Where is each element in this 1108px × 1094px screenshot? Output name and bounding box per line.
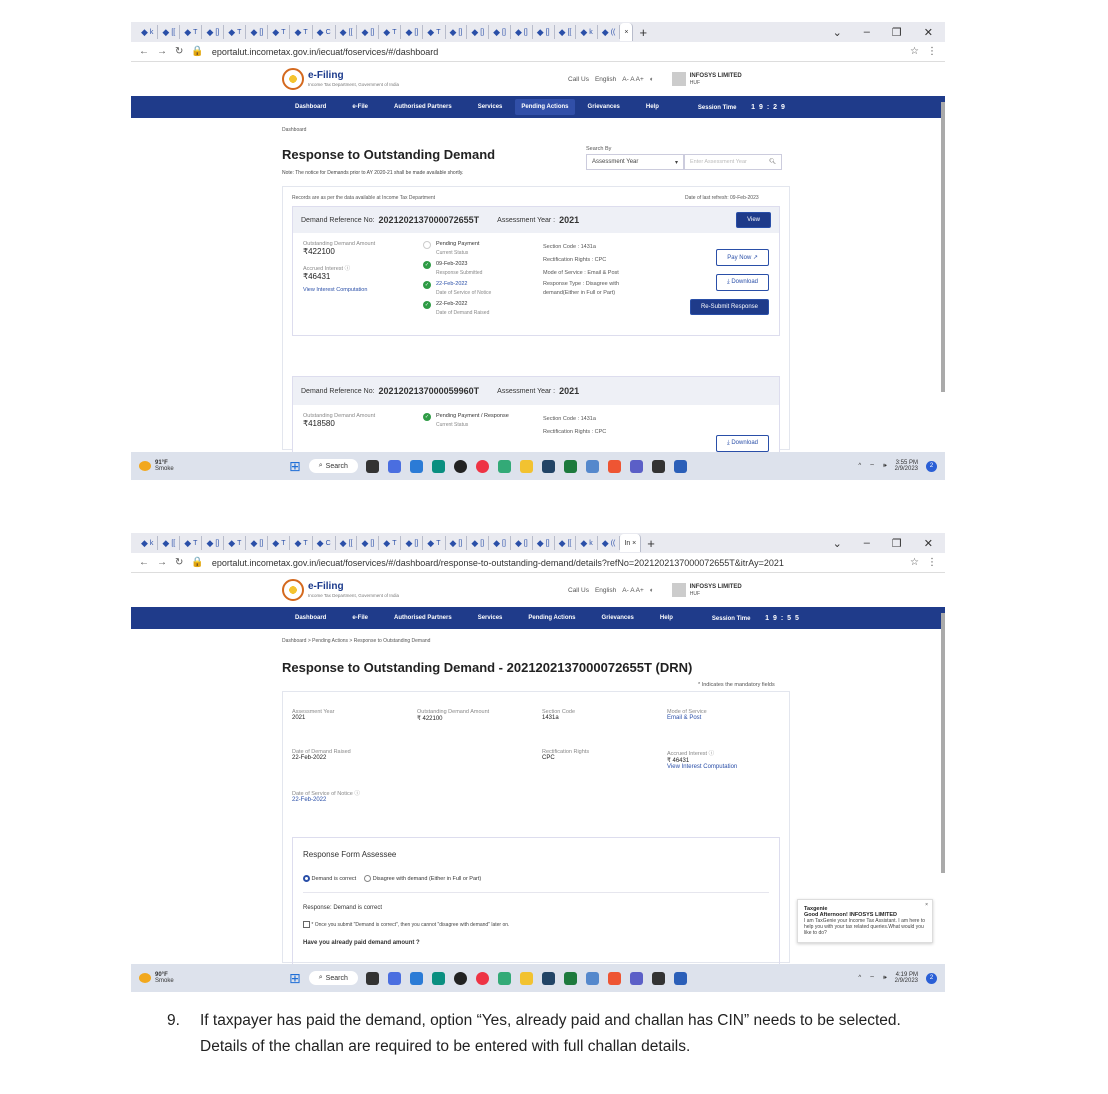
word-icon[interactable]	[674, 972, 687, 985]
scrollbar[interactable]	[941, 613, 945, 873]
browser-tab-active[interactable]: ×	[620, 23, 633, 41]
browser-tab[interactable]: ◆ []	[533, 25, 555, 39]
nav-grievances[interactable]: Grievances	[587, 104, 620, 110]
weather-icon	[139, 461, 151, 471]
browser-tab[interactable]: ◆ []	[246, 536, 268, 550]
avatar	[672, 583, 686, 597]
browser-tab[interactable]: ◆ [[	[555, 536, 577, 550]
call-us-link[interactable]: Call Us	[568, 586, 589, 594]
mandatory-note: * Indicates the mandatory fields	[698, 682, 775, 688]
instruction-step	[167, 1008, 927, 1060]
browser-tab[interactable]: ◆ []	[202, 536, 224, 550]
check-icon: ✓	[424, 414, 430, 420]
browser-tab[interactable]: ◆ []	[533, 536, 555, 550]
radio-disagree[interactable]: Disagree with demand (Either in Full or Part)	[364, 875, 481, 882]
nav-help[interactable]: Help	[645, 104, 659, 110]
nav-grievances[interactable]: Grievances	[601, 615, 634, 621]
app-icon[interactable]	[388, 972, 401, 985]
user-menu[interactable]: INFOSYS LIMITED HUF	[672, 583, 742, 597]
taskbar-search[interactable]: ⌕ Search	[309, 459, 358, 473]
browser-tab[interactable]: ◆ T	[180, 536, 202, 550]
browser-tab[interactable]: ◆ [[	[555, 25, 577, 39]
chevron-up-icon[interactable]: ^	[858, 975, 862, 981]
url-text[interactable]: eportalut.incometax.gov.in/iecuat/foservices/#/dashboard	[211, 46, 439, 57]
menu-icon[interactable]: ⋮	[927, 557, 937, 568]
call-us-link[interactable]: Call Us	[568, 75, 589, 83]
contrast-icon[interactable]: ◐	[649, 586, 654, 594]
nav-authorised-partners[interactable]: Authorised Partners	[394, 615, 452, 621]
response-form	[292, 837, 780, 967]
clock[interactable]: 3:55 PM 2/9/2023	[894, 460, 918, 472]
close-icon: ✕	[923, 26, 933, 39]
browser-tab[interactable]: ◆ []	[401, 536, 423, 550]
assessment-year-search[interactable]: Enter Assessment Year 🔍︎	[684, 154, 782, 170]
notification-badge[interactable]: 2	[926, 973, 937, 984]
app-icon[interactable]	[608, 460, 621, 473]
pending-icon	[423, 241, 431, 249]
browser-tab-bar	[131, 22, 945, 42]
browser-tab[interactable]: ◆ []	[202, 25, 224, 39]
nav-dashboard[interactable]: Dashboard	[295, 615, 327, 621]
new-tab-icon[interactable]: +	[647, 535, 655, 551]
view-interest-link[interactable]: View Interest Computation	[667, 764, 738, 770]
avatar	[672, 72, 686, 86]
app-icon[interactable]	[542, 972, 555, 985]
word-icon[interactable]	[674, 460, 687, 473]
emblem-icon	[282, 579, 304, 601]
chrome-icon[interactable]	[476, 460, 489, 473]
emblem-icon	[282, 68, 304, 90]
browser-tab[interactable]: ◆ []	[246, 25, 268, 39]
check-icon: ✓	[424, 262, 430, 268]
back-icon[interactable]: ←	[139, 46, 149, 57]
nav-efile[interactable]: e-File	[352, 615, 369, 621]
contrast-icon[interactable]: ◐	[649, 75, 654, 83]
browser-tab[interactable]: ◆ []	[489, 25, 511, 39]
maximize-icon: ❐	[891, 26, 902, 39]
nav-pending-actions[interactable]: Pending Actions	[528, 615, 576, 621]
browser-tab[interactable]: ◆ [[	[158, 536, 180, 550]
browser-tab[interactable]: ◆ k	[576, 536, 597, 550]
check-icon: ✓	[424, 302, 430, 308]
window-controls[interactable]	[833, 537, 939, 550]
browser-tab-bar	[131, 533, 945, 553]
nav-help[interactable]: Help	[659, 615, 673, 621]
browser-tab[interactable]: ◆ C	[313, 536, 336, 550]
folder-icon[interactable]	[520, 460, 533, 473]
page-title: Response to Outstanding Demand - 2021202137000072655T (DRN)	[282, 660, 693, 675]
app-icon[interactable]	[388, 460, 401, 473]
app-icon[interactable]	[454, 460, 467, 473]
browser-tab[interactable]: ◆ [[	[336, 536, 358, 550]
taskbar-apps	[366, 972, 687, 985]
demand-ref: 2021202137000072655T	[378, 215, 480, 225]
demand-card: Demand Reference No: 2021202137000059960T Assessment Year : 2021 Outstanding Demand Amount ₹418580 ✓ Pending Payment / Response Current Status Section Code : 1431a Rectification Rights : CPC ⤓ Download	[292, 376, 780, 454]
app-icon[interactable]	[410, 460, 423, 473]
browser-tab[interactable]: ◆ []	[467, 25, 489, 39]
address-bar[interactable]	[131, 42, 945, 62]
wifi-icon[interactable]: ⌔	[869, 976, 875, 982]
session-timer: Session Time 1 9 : 2 9	[697, 103, 786, 111]
url-text[interactable]: eportalut.incometax.gov.in/iecuat/foservices/#/dashboard/response-to-outstanding-demand/details?refNo=2021202137000072655T&itrAy=2021	[211, 557, 784, 568]
browser-tab[interactable]: ◆ T	[268, 536, 290, 550]
minimize-icon: –	[863, 25, 870, 38]
app-icon[interactable]	[432, 972, 445, 985]
app-icon[interactable]	[652, 460, 665, 473]
step-number: 9.	[167, 1012, 180, 1029]
nav-authorised-partners[interactable]: Authorised Partners	[394, 104, 452, 110]
note-text: Note: The notice for Demands prior to AY 2020-21 shall be made available shortly.	[282, 170, 464, 176]
app-icon[interactable]	[366, 460, 379, 473]
browser-tab[interactable]: ◆ T	[290, 25, 312, 39]
browser-tab[interactable]: ◆ [[	[158, 25, 180, 39]
taskbar-search[interactable]: ⌕ Search	[309, 971, 358, 985]
screenshot-demand-details: ◆ k ◆ [[ ◆ T ◆ [] ◆ T ◆ [] ◆ T ◆ T ◆ C ◆ [[ ◆ [] ◆ T ◆ [] ◆ T ◆ [] ◆ [] ◆ [] ◆ [] ◆ [] ◆ [[ ◆ k ◆ (( In × + ⌄ – ❐ ✕ ← → ↻ 🔒 eportalut.incometax.gov.in/iecuat/foservices/#/dashboard/response-to-outstanding-demand/details?refNo=2021202137000072655T&itrAy=2021 ☆ ⋮ e-Filing Income Tax Department, Government of India Call Us English A- A A+ ◐ INFOSYS LIMITED HUF Dashboard e-File Authorised Partners Services Pending Actions Grievances Help Session Time 1 9 : 5 5 Dashboard > Pending Actions > Response to Outstanding Demand Response to Outstanding Demand - 2021202137000072655T (DRN) * Indicates the mandatory fields Assessment Year 2021 Outstanding Demand Amount ₹ 422100 Section Code 1431a Mode of Service Email & Post Date of Demand Raised 22-Feb-2022 Rectification Rights CPC Accrued Interest ⓘ ₹ 46431 View Interest Computation Date of Service of Notice ⓘ 22-Feb-2022 Response Form Assessee Demand is correct Disagree with demand (Either in Full or Part) Response: Demand is correct * Once you submit "Demand is correct", then you cannot "disagree with demand" later on. Have you already paid demand amount ? × Taxgenie Good Afternoon! INFOSYS LIMITED I am TaxGenie your Income Tax Assistant. I am here to help you with your tax related queries.What would you like to do? 90°F Smoke ⊞ ⌕ Search ^ ⌔ 🕪 4:19 PM 2/9/2023 2	[131, 533, 945, 992]
windows-taskbar	[131, 452, 945, 480]
breadcrumb[interactable]: Dashboard > Pending Actions > Response to Outstanding Demand	[282, 638, 431, 644]
view-interest-link[interactable]: View Interest Computation	[303, 287, 368, 293]
excel-icon[interactable]	[564, 972, 577, 985]
browser-tab[interactable]: ◆ ((	[598, 536, 621, 550]
browser-tab[interactable]: ◆ []	[489, 536, 511, 550]
weather-widget[interactable]: 91°F Smoke	[139, 460, 289, 472]
nav-services[interactable]: Services	[477, 615, 503, 621]
app-icon[interactable]	[410, 972, 423, 985]
reload-icon[interactable]: ↻	[175, 557, 184, 568]
app-icon[interactable]	[498, 460, 511, 473]
radio-demand-correct[interactable]: Demand is correct	[303, 875, 356, 882]
browser-tab[interactable]: ◆ k	[137, 536, 158, 550]
notification-badge[interactable]: 2	[926, 461, 937, 472]
browser-tab[interactable]: ◆ C	[313, 25, 336, 39]
language-select[interactable]: English	[594, 75, 617, 83]
response-label: Response: Demand is correct	[303, 905, 383, 911]
star-icon[interactable]: ☆	[910, 557, 919, 568]
page-title: Response to Outstanding Demand	[282, 147, 496, 162]
font-size-controls[interactable]: A- A A+	[622, 75, 644, 83]
windows-start-icon[interactable]: ⊞	[289, 457, 301, 474]
main-nav	[131, 607, 945, 629]
browser-tab[interactable]: ◆ []	[446, 536, 468, 550]
browser-tab[interactable]: ◆ []	[446, 25, 468, 39]
browser-tab[interactable]: ◆ T	[379, 536, 401, 550]
demand-amount: ₹422100	[303, 247, 335, 256]
screenshot-dashboard	[131, 22, 945, 480]
check-icon: ✓	[424, 282, 430, 288]
close-icon: ✕	[923, 537, 933, 550]
browser-tab[interactable]: ◆ T	[224, 536, 246, 550]
wifi-icon[interactable]: ⌔	[869, 464, 875, 470]
taxgenie-chat-popup[interactable]: × Taxgenie Good Afternoon! INFOSYS LIMITED I am TaxGenie your Income Tax Assistant. I am here to help you with your tax related queries.What would you like to do?	[797, 899, 933, 943]
browser-tab[interactable]: ◆ k	[137, 25, 158, 39]
close-icon[interactable]: ×	[925, 902, 928, 908]
confirm-checkbox[interactable]: * Once you submit "Demand is correct", then you cannot "disagree with demand" later on.	[293, 911, 779, 928]
session-timer: Session Time 1 9 : 5 5	[711, 614, 800, 622]
breadcrumb[interactable]: Dashboard	[282, 127, 307, 133]
menu-icon[interactable]: ⋮	[927, 46, 937, 57]
paid-question: Have you already paid demand amount ?	[303, 940, 420, 946]
info-icon: ⓘ	[354, 791, 360, 797]
chevron-down-icon: ⌄	[832, 26, 842, 39]
browser-tab[interactable]: ◆ T	[180, 25, 202, 39]
records-note: Records are as per the data available at Income Tax Department	[292, 195, 436, 201]
resubmit-response-button[interactable]: Re-Submit Response	[690, 299, 769, 315]
nav-efile[interactable]: e-File	[352, 104, 369, 110]
teams-icon[interactable]	[630, 460, 643, 473]
browser-tab[interactable]: ◆ []	[357, 536, 379, 550]
browser-tab[interactable]: ◆ T	[290, 536, 312, 550]
volume-icon[interactable]: 🕪	[882, 462, 887, 469]
browser-tab[interactable]: ◆ T	[268, 25, 290, 39]
maximize-icon: ❐	[891, 537, 902, 550]
browser-tab-active[interactable]: In ×	[620, 534, 641, 552]
browser-tab[interactable]: ◆ T	[224, 25, 246, 39]
back-icon[interactable]: ←	[139, 557, 149, 568]
minimize-icon: –	[863, 536, 870, 549]
app-icon[interactable]	[586, 972, 599, 985]
reload-icon[interactable]: ↻	[175, 46, 184, 57]
taskbar-apps	[366, 460, 687, 473]
browser-tab[interactable]: ◆ T	[379, 25, 401, 39]
windows-taskbar	[131, 964, 945, 992]
step-text: If taxpayer has paid the demand, option “Yes, already paid and challan has CIN” needs to be selected. Details of the challan are required to be entered with full challan details.	[200, 1012, 901, 1055]
font-size-controls[interactable]: A- A A+	[622, 586, 644, 594]
chevron-up-icon[interactable]: ^	[858, 463, 862, 469]
efiling-logo[interactable]: e-Filing Income Tax Department, Government of India	[282, 68, 482, 90]
download-button[interactable]: ⤓ Download	[716, 435, 769, 452]
system-tray	[858, 972, 937, 984]
efiling-header	[131, 62, 945, 96]
folder-icon[interactable]	[520, 972, 533, 985]
teams-icon[interactable]	[630, 972, 643, 985]
excel-icon[interactable]	[564, 460, 577, 473]
browser-tab[interactable]: ◆ []	[511, 25, 533, 39]
pay-now-button[interactable]: Pay Now ↗	[716, 249, 769, 266]
download-button[interactable]: ⤓ Download	[716, 274, 769, 291]
browser-tab[interactable]: ◆ k	[576, 25, 597, 39]
weather-icon	[139, 973, 151, 983]
lock-icon: 🔒	[191, 557, 204, 568]
chevron-down-icon: ⌄	[832, 537, 842, 550]
info-icon: ⓘ	[708, 751, 715, 757]
window-controls[interactable]	[833, 26, 939, 39]
app-icon[interactable]	[432, 460, 445, 473]
nav-dashboard[interactable]: Dashboard	[295, 104, 327, 110]
browser-tab[interactable]: ◆ T	[423, 536, 445, 550]
browser-tab[interactable]: ◆ []	[511, 536, 533, 550]
star-icon[interactable]: ☆	[910, 46, 919, 57]
browser-tab[interactable]: ◆ []	[357, 25, 379, 39]
browser-tab[interactable]: ◆ []	[467, 536, 489, 550]
app-icon[interactable]	[498, 972, 511, 985]
user-menu[interactable]: INFOSYS LIMITED HUF	[672, 72, 742, 86]
forward-icon[interactable]: →	[157, 46, 167, 57]
efiling-header	[131, 573, 945, 607]
system-tray	[858, 460, 937, 472]
volume-icon[interactable]: 🕪	[882, 974, 887, 981]
app-icon[interactable]	[542, 460, 555, 473]
efiling-logo[interactable]: e-Filing Income Tax Department, Government of India	[282, 579, 482, 601]
browser-tab[interactable]: ◆ T	[423, 25, 445, 39]
browser-tab[interactable]: ◆ [[	[336, 25, 358, 39]
chrome-icon[interactable]	[476, 972, 489, 985]
address-bar[interactable]	[131, 553, 945, 573]
clock[interactable]: 4:19 PM 2/9/2023	[894, 972, 918, 984]
windows-start-icon[interactable]: ⊞	[289, 969, 301, 986]
scrollbar[interactable]	[941, 102, 945, 392]
weather-widget[interactable]: 90°F Smoke	[139, 972, 289, 984]
search-by-select[interactable]: Assessment Year ▾	[586, 154, 684, 170]
browser-tab[interactable]: ◆ ((	[598, 25, 621, 39]
info-icon: ⓘ	[344, 266, 351, 272]
lock-icon: 🔒	[191, 46, 204, 57]
forward-icon[interactable]: →	[157, 557, 167, 568]
nav-services[interactable]: Services	[477, 104, 503, 110]
new-tab-icon[interactable]: +	[639, 24, 648, 40]
app-icon[interactable]	[608, 972, 621, 985]
view-button[interactable]: View	[736, 212, 771, 228]
nav-pending-actions[interactable]: Pending Actions	[515, 99, 574, 115]
form-title: Response Form Assessee	[303, 850, 397, 859]
app-icon[interactable]	[454, 972, 467, 985]
main-nav	[131, 96, 945, 118]
browser-tab[interactable]: ◆ []	[401, 25, 423, 39]
demand-card: Demand Reference No: 2021202137000072655T Assessment Year : 2021 View Outstanding Demand Amount ₹422100 Accrued Interest ⓘ ₹46431 View Interest Computation Pending Payment Current Status ✓ 09-Feb-2023 Response Submitted ✓ 22-Feb-2022 Date of Service of Notice ✓ 22-Feb-2022 Date of Demand Raised Section Code : 1431a Rectification Rights : CPC Mode of Service : Email & Post Response Type : Disagree with demand(Either in Full or Part) Pay Now ↗ ⤓ Download Re-Submit Response	[292, 206, 780, 336]
search-icon: 🔍︎	[769, 159, 776, 165]
refresh-date: Date of last refresh: 09-Feb-2023	[685, 195, 759, 201]
app-icon[interactable]	[586, 460, 599, 473]
language-select[interactable]: English	[594, 586, 617, 594]
app-icon[interactable]	[652, 972, 665, 985]
search-by-label: Search By	[586, 146, 612, 152]
app-icon[interactable]	[366, 972, 379, 985]
